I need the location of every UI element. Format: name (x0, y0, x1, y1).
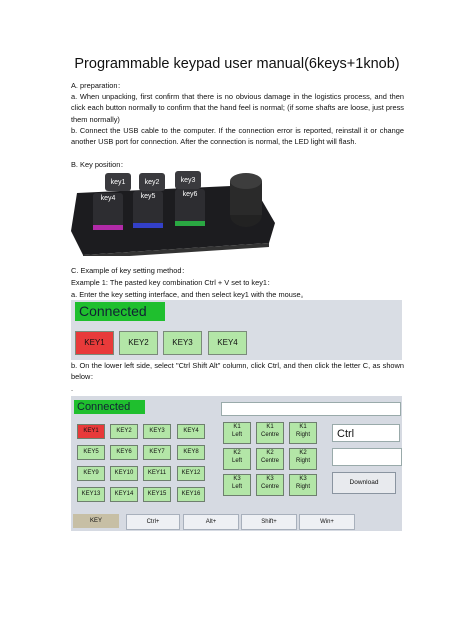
grid-key1[interactable]: KEY1 (77, 424, 105, 439)
key1-button[interactable]: KEY1 (75, 331, 114, 355)
download-button[interactable]: Download (332, 472, 396, 494)
knob1-right[interactable]: K1 Right (289, 422, 317, 444)
tab-key[interactable]: KEY (73, 514, 119, 528)
knob2-centre[interactable]: K2 Centre (256, 448, 284, 470)
tab-shift[interactable]: Shift+ (241, 514, 297, 530)
tab-win[interactable]: Win+ (299, 514, 355, 530)
knob3-right[interactable]: K3 Right (289, 474, 317, 496)
key1-label: key1 (110, 179, 126, 186)
grid-key13[interactable]: KEY13 (77, 487, 105, 502)
paragraph-usb: b. Connect the USB cable to the computer. If the connection error is reported, reinstall it or change another USB port for connection. After the connection is normal, the LED light will flash. (71, 126, 404, 147)
dot-marker: . (71, 384, 74, 393)
grid-key5[interactable]: KEY5 (77, 445, 105, 460)
keypad-photo (71, 171, 280, 256)
key3-label: key3 (180, 177, 196, 184)
tab-alt[interactable]: Alt+ (183, 514, 239, 530)
knob3-centre[interactable]: K3 Centre (256, 474, 284, 496)
key-field[interactable] (332, 448, 402, 466)
connected-status: Connected (75, 302, 165, 321)
knob2-left[interactable]: K2 Left (223, 448, 251, 470)
grid-key2[interactable]: KEY2 (110, 424, 138, 439)
section-preparation: A. preparation： (71, 81, 125, 90)
key4-label: key4 (100, 195, 116, 202)
key6-label: key6 (182, 191, 198, 198)
knob1-centre[interactable]: K1 Centre (256, 422, 284, 444)
key5-label: key5 (140, 193, 156, 200)
key2-button[interactable]: KEY2 (119, 331, 158, 355)
screenshot-modifier-select (71, 396, 402, 531)
grid-key14[interactable]: KEY14 (110, 487, 138, 502)
grid-key9[interactable]: KEY9 (77, 466, 105, 481)
grid-key7[interactable]: KEY7 (143, 445, 171, 460)
key4-button[interactable]: KEY4 (208, 331, 247, 355)
grid-key10[interactable]: KEY10 (110, 466, 138, 481)
step-a: a. Enter the key setting interface, and then select key1 with the mouse。 (71, 290, 309, 299)
grid-key4[interactable]: KEY4 (177, 424, 205, 439)
example-1: Example 1: The pasted key combination Ctrl + V set to key1： (71, 278, 275, 287)
screenshot-key-select (71, 300, 402, 360)
grid-key6[interactable]: KEY6 (110, 445, 138, 460)
key2-label: key2 (144, 179, 160, 186)
page-title: Programmable keypad user manual(6keys+1knob) (74, 56, 400, 72)
grid-key12[interactable]: KEY12 (177, 466, 205, 481)
grid-key15[interactable]: KEY15 (143, 487, 171, 502)
knob1-left[interactable]: K1 Left (223, 422, 251, 444)
section-key-setting: C. Example of key setting method： (71, 266, 189, 275)
grid-key8[interactable]: KEY8 (177, 445, 205, 460)
section-key-position: B. Key position： (71, 160, 128, 169)
grid-key16[interactable]: KEY16 (177, 487, 205, 502)
key3-button[interactable]: KEY3 (163, 331, 202, 355)
connected-status: Connected (74, 400, 145, 414)
tab-ctrl[interactable]: Ctrl+ (126, 514, 180, 530)
grid-key3[interactable]: KEY3 (143, 424, 171, 439)
step-b: b. On the lower left side, select "Ctrl Shift Alt" column, click Ctrl, and then click the letter C, as shown below： (71, 361, 404, 382)
knob3-left[interactable]: K3 Left (223, 474, 251, 496)
top-input[interactable] (221, 402, 401, 416)
paragraph-unpacking: a. When unpacking, first confirm that there is no obvious damage in the logistics process, and then click each button normally to confirm that the hand feel is normal; (if some shafts are loose, just press them normally) (71, 92, 404, 124)
grid-key11[interactable]: KEY11 (143, 466, 171, 481)
knob2-right[interactable]: K2 Right (289, 448, 317, 470)
modifier-field[interactable]: Ctrl (332, 424, 400, 442)
